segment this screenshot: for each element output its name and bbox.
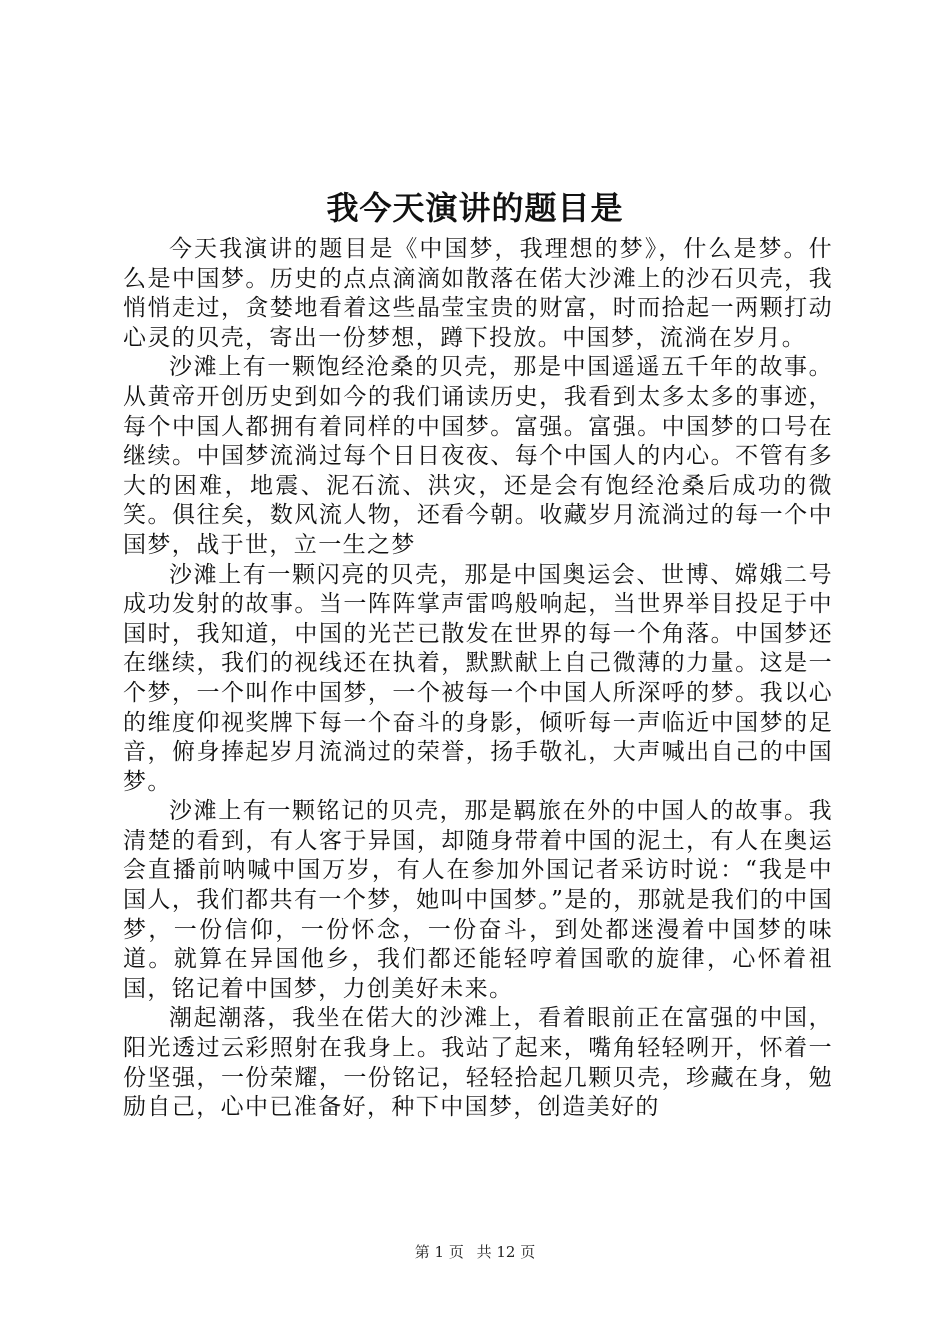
paragraph: 潮起潮落，我坐在偌大的沙滩上，看着眼前正在富强的中国，阳光透过云彩照射在我身上。我站了起来，嘴角轻轻咧开，怀着一份坚强，一份荣耀，一份铭记，轻轻拾起几颗贝壳，珍藏在身，勉励自己，心中已准备好，种下中国梦，创造美好的: [123, 1005, 833, 1121]
page-total: 共 12 页: [476, 1243, 536, 1261]
paragraph: 今天我演讲的题目是《中国梦，我理想的梦》，什么是梦。什么是中国梦。历史的点点滴滴如散落在偌大沙滩上的沙石贝壳，我悄悄走过，贪婪地看着这些晶莹宝贵的财富，时而拾起一两颗打动心灵的贝壳，寄出一份梦想，蹲下投放。中国梦，流淌在岁月。: [123, 236, 833, 351]
page-footer: [0, 1242, 950, 1262]
document-title: 我今天演讲的题目是: [326, 189, 624, 227]
page-number: 第 1 页: [414, 1243, 464, 1261]
paragraph: 沙滩上有一颗闪亮的贝壳，那是中国奥运会、世博、嫦娥二号成功发射的故事。当一阵阵掌声雷鸣般响起，当世界举目投足于中国时，我知道，中国的光芒已散发在世界的每一个角落。中国梦还在继续，我们的视线还在执着，默默献上自己微薄的力量。这是一个梦，一个叫作中国梦，一个被每一个中国人所深呼的梦。我以心的维度仰视奖牌下每一个奋斗的身影，倾听每一声临近中国梦的足音，俯身捧起岁月流淌过的荣誉，扬手敬礼，大声喊出自己的中国梦。: [123, 561, 833, 795]
paragraph: 沙滩上有一颗饱经沧桑的贝壳，那是中国遥遥五千年的故事。从黄帝开创历史到如今的我们诵读历史，我看到太多太多的事迹，每个中国人都拥有着同样的中国梦。富强。富强。中国梦的口号在继续。中国梦流淌过每个日日夜夜、每个中国人的内心。不管有多大的困难，地震、泥石流、洪灾，还是会有饱经沧桑后成功的微笑。俱往矣，数风流人物，还看今朝。收藏岁月流淌过的每一个中国梦，战于世，立一生之梦: [123, 354, 833, 558]
document-body: [123, 235, 833, 1123]
paragraph: 沙滩上有一颗铭记的贝壳，那是羁旅在外的中国人的故事。我清楚的看到，有人客于异国，却随身带着中国的泥土，有人在奥运会直播前呐喊中国万岁，有人在参加外国记者采访时说：“我是中国人，我们都共有一个梦，她叫中国梦。”是的，那就是我们的中国梦，一份信仰，一份怀念，一份奋斗，到处都迷漫着中国梦的味道。就算在异国他乡，我们都还能轻哼着国歌的旋律，心怀着祖国，铭记着中国梦，力创美好未来。: [123, 798, 833, 1002]
